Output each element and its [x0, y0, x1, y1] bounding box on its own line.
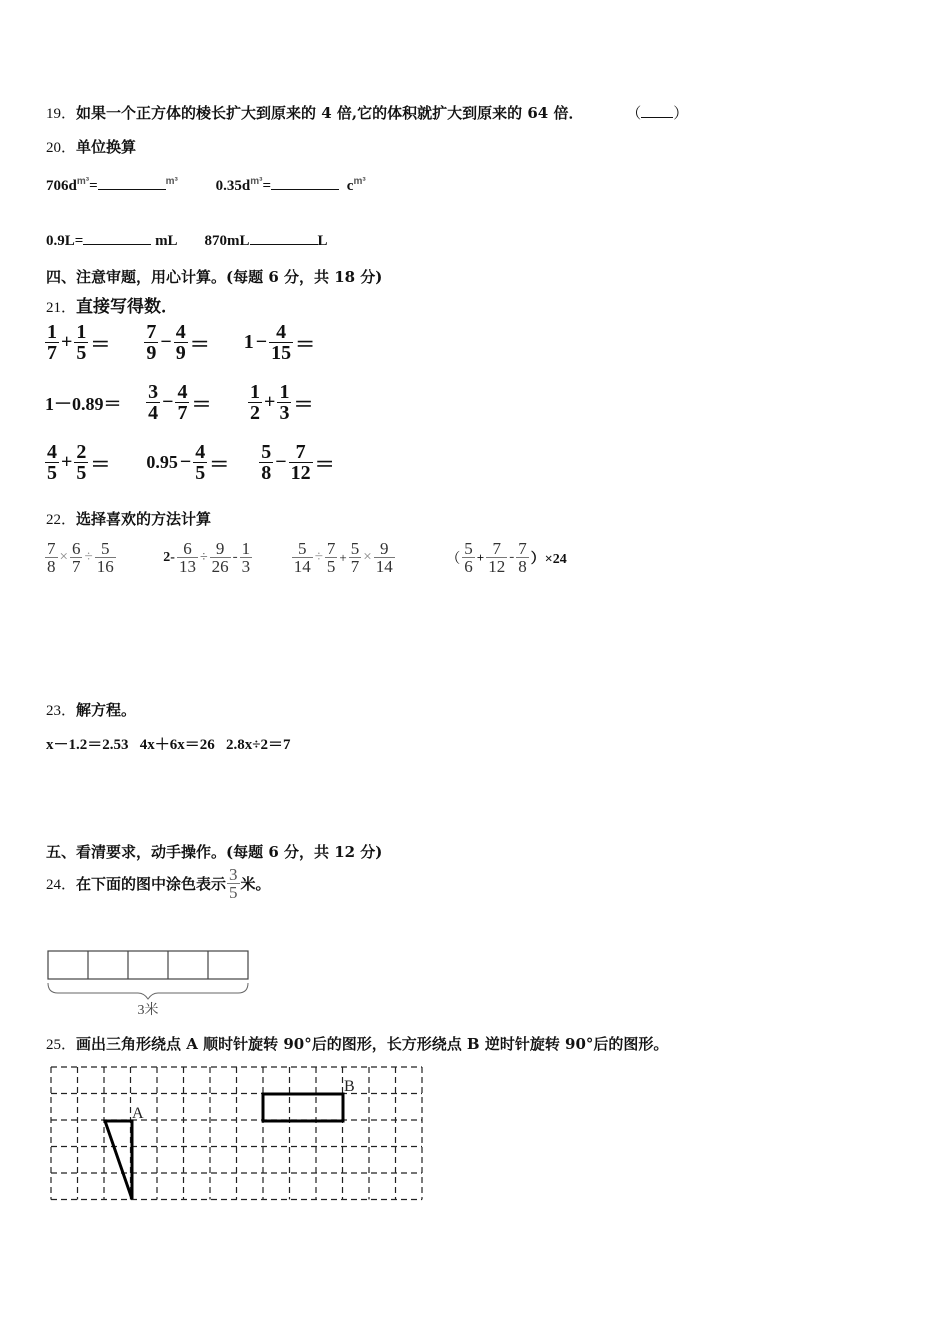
q22-expressions: [44, 540, 568, 575]
q22-expr-1: $\frac{7}{8}$ × $\frac{6}{7}$ ÷ $\frac{5}{16}$: [47, 539, 114, 576]
answer-blank[interactable]: [250, 232, 318, 245]
q23-equations: x－1.2＝2.53 4x＋6x＝26 2.8x÷2＝7: [46, 737, 291, 753]
q19-line: [46, 102, 688, 123]
fraction: $\frac{7}{9}$: [146, 321, 157, 364]
fraction: $\frac{4}{7}$: [177, 381, 188, 424]
fraction: $\frac{4}{15}$: [271, 321, 292, 364]
q21-heading: 21．直接写得数．: [46, 297, 179, 317]
q19-text: 如果一个正方体的棱长扩大到原来的 4 倍,它的体积就扩大到原来的 64 倍．: [76, 104, 584, 122]
q22-expr-2: 2- $\frac{6}{13}$ ÷ $\frac{9}{26}$ - $\frac{1}{3}$: [163, 539, 251, 576]
brace-label: 3米: [137, 1003, 159, 1018]
unit-sup: m³: [353, 176, 366, 187]
point-a-label: A: [132, 1105, 144, 1122]
fraction: $\frac{1}{5}$: [76, 321, 87, 364]
fraction: $\frac{4}{5}$: [47, 441, 57, 484]
fraction: $\frac{5}{8}$: [261, 441, 272, 484]
q20-line1: $706d^{m^3}= ^{m^3}$ $0.35d^{m^3}= c^{m^3}$: [46, 176, 366, 194]
fraction: $\frac{2}{5}$: [76, 441, 87, 484]
q24-line: 24．在下面的图中涂色表示 $\frac{3}{5}$ 米。: [46, 865, 271, 902]
q25-line: 25．画出三角形绕点 A 顺时针旋转 90°后的图形，长方形绕点 B 逆时针旋转 90°后的图形。: [46, 1035, 669, 1053]
point-b-label: B: [344, 1078, 355, 1095]
q24-fraction: $\frac{3}{5}$: [229, 865, 238, 902]
fraction: $\frac{7}{12}$: [290, 441, 311, 484]
answer-blank[interactable]: [271, 177, 339, 190]
q23-title: 解方程。: [76, 701, 137, 719]
strip-cells[interactable]: [48, 951, 248, 979]
rectangle-shape: [263, 1094, 343, 1121]
q21-row3: $\frac{4}{5}$ + $\frac{2}{5}$ ＝ 0.95 − $\frac{4}{5}$ ＝ $\frac{5}{8}$ − $\frac{7}{12}$ ＝: [47, 441, 335, 484]
q25-grid-diagram[interactable]: [46, 1062, 430, 1206]
q19-answer-paren[interactable]: （ ）: [626, 104, 689, 122]
section-4-heading: 四、注意审题，用心计算。(每题 6 分，共 18 分): [46, 268, 383, 286]
unit-sup: m³: [76, 176, 90, 187]
brace: [48, 983, 248, 999]
fraction: $\frac{1}{3}$: [279, 381, 290, 424]
answer-blank[interactable]: [83, 232, 151, 245]
q21-title: 直接写得数．: [76, 297, 179, 317]
answer-blank[interactable]: [98, 177, 166, 190]
q20-line2: 0.9L= mL 870mL L: [46, 233, 328, 249]
q25-text: 画出三角形绕点 A 顺时针旋转 90°后的图形，长方形绕点 B 逆时针旋转 90°后的图形。: [76, 1035, 669, 1053]
unit-sup: m³: [250, 176, 263, 187]
dashed-grid: [51, 1067, 422, 1200]
q20-heading: [46, 136, 136, 157]
q21-row2: 1－0.89＝ $\frac{3}{4}$ − $\frac{4}{7}$ ＝ $\frac{1}{2}$ + $\frac{1}{3}$ ＝: [45, 381, 314, 424]
q24-text: 在下面的图中涂色表示: [76, 875, 227, 893]
fraction: $\frac{3}{4}$: [148, 381, 159, 424]
q20-number: 20．: [46, 140, 77, 156]
fraction: $\frac{4}{5}$: [195, 441, 206, 484]
q20-value-c: 0.35d: [215, 178, 251, 194]
q22-heading: 22．选择喜欢的方法计算: [46, 510, 212, 528]
q20-title: 单位换算: [76, 138, 137, 156]
q22-expr-4: （ $\frac{5}{6}$ + $\frac{7}{12}$ - $\frac{7}{8}$ ）×24: [446, 539, 567, 576]
fraction: $\frac{4}{9}$: [175, 321, 186, 364]
triangle-shape: [105, 1121, 132, 1199]
fraction: $\frac{1}{2}$: [250, 381, 261, 424]
fraction: $\frac{1}{7}$: [47, 321, 57, 364]
unit-sup: m³: [165, 176, 178, 187]
q24-strip-diagram: [44, 948, 254, 1020]
section-5-heading: 五、看清要求，动手操作。(每题 6 分，共 12 分): [46, 843, 383, 861]
q20-value-a: 706d: [46, 178, 77, 194]
q21-expression: 1－0.89＝: [45, 393, 122, 414]
q23-heading: 23．解方程。: [46, 701, 137, 719]
q22-title: 选择喜欢的方法计算: [76, 510, 212, 528]
q21-row1: $\frac{1}{7}$ + $\frac{1}{5}$ ＝ $\frac{7}{9}$ − $\frac{4}{9}$ ＝ 1 − $\frac{4}{15}$ ＝: [47, 321, 316, 364]
q19-number: 19．: [46, 106, 77, 122]
q22-expr-3: $\frac{5}{14}$ ÷ $\frac{7}{5}$ + $\frac{5}{7}$ × $\frac{9}{14}$: [293, 539, 393, 576]
